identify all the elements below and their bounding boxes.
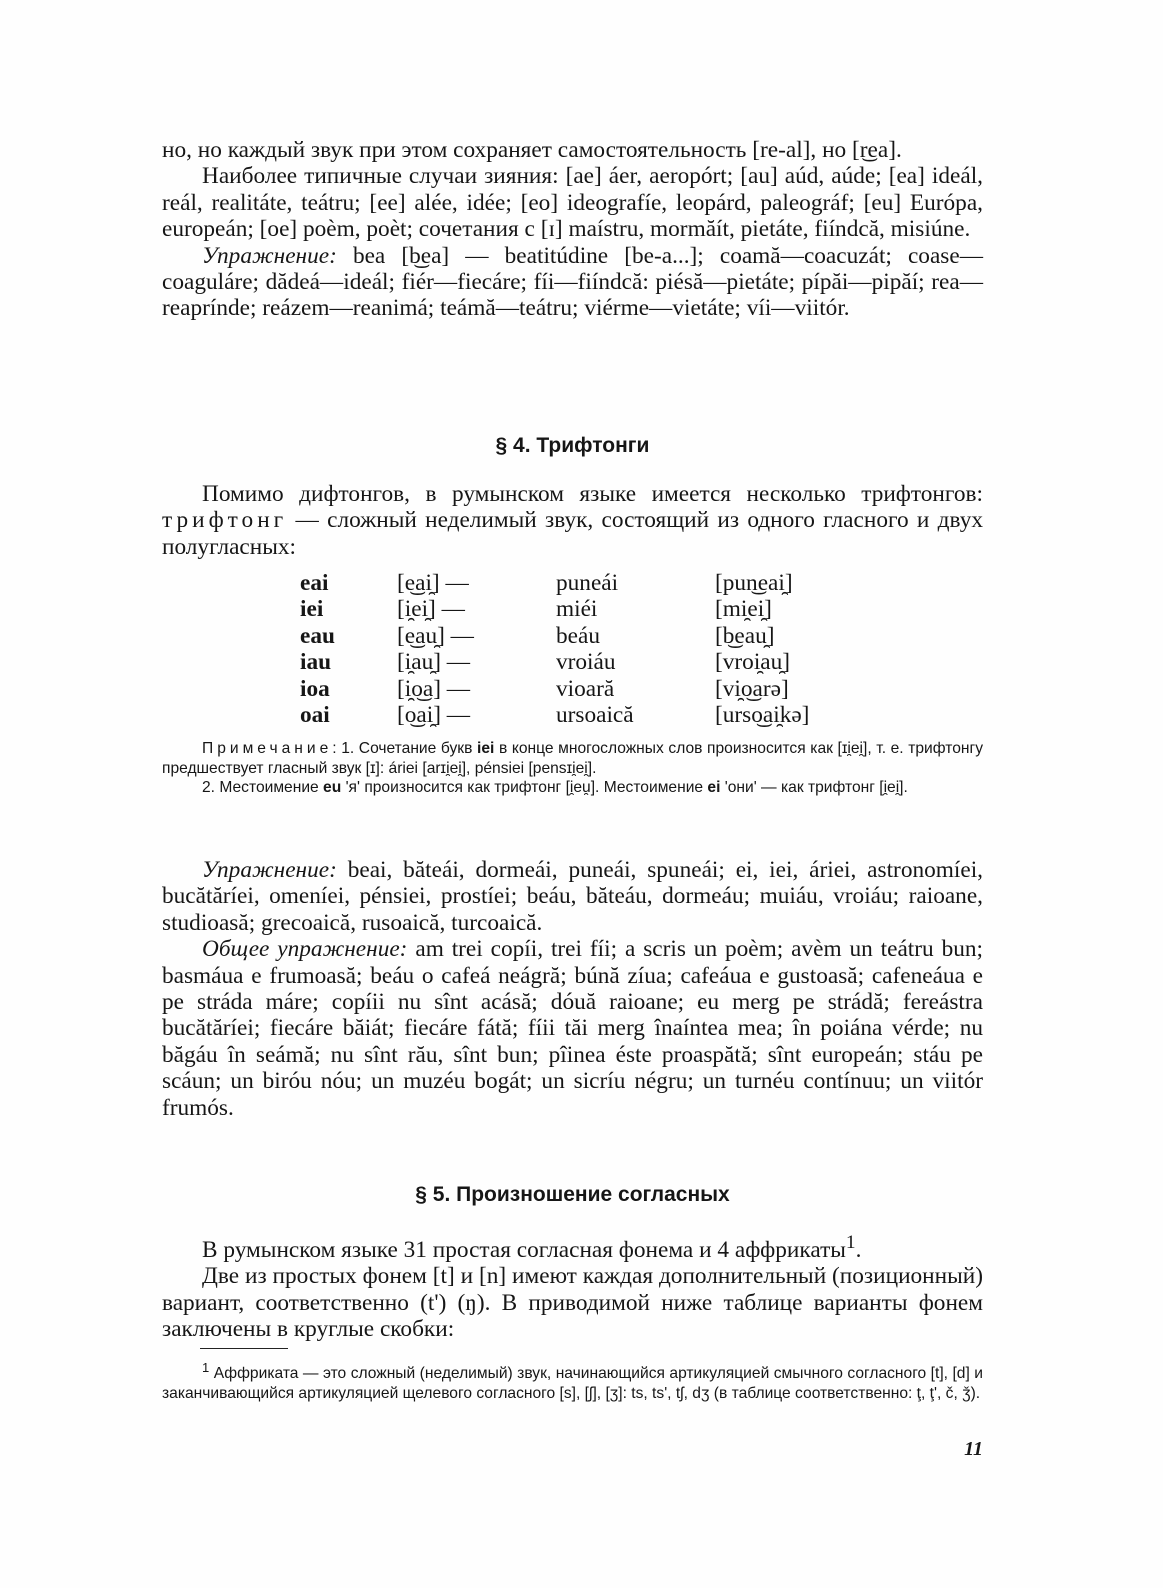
triphthong-note	[162, 739, 983, 798]
continued-line: но, но каждый звук при этом сохраняет самостоятельность [re-al], но [r͜ea].	[162, 137, 902, 163]
triphthong-example: miéi	[556, 596, 598, 623]
triphthong-example: puneái	[556, 570, 619, 596]
footnote-text	[162, 1358, 983, 1403]
triphthong-definition	[162, 481, 983, 560]
term-triphthong: трифтонг	[162, 507, 288, 534]
triphthong-intro	[162, 481, 983, 560]
triphthong-row	[300, 702, 809, 728]
note-text: 'они' — как трифтонг [i̯ei̯].	[720, 779, 908, 797]
footnote-body: Аффриката — это сложный (неделимый) звук, начинающийся артикуляцией смычного согласного [t], [d] и заканчивающийся артикуляцией щелевого согласного [s], [ʃ], [ʒ]: ts, ts', tʃ, dʒ (в таблице соответственно: ţ, ţ', č, ǯ).	[162, 1365, 983, 1402]
triphthong-letters: eau	[300, 622, 335, 649]
note-item-2	[162, 778, 983, 798]
triphthong-row	[300, 649, 809, 675]
general-exercise-label: Общее упражнение:	[202, 936, 408, 963]
note-text: 2. Местоимение	[202, 779, 324, 797]
footnote-ref: 1	[845, 1232, 856, 1253]
triphthong-letters: ioa	[300, 675, 330, 702]
consonants-text	[162, 1230, 983, 1342]
note-text: 'я' произносится как трифтонг [i̯eu̯]. Местоимение	[341, 779, 708, 797]
note-bold: eu	[323, 779, 342, 797]
footnote-marker: 1	[202, 1360, 210, 1375]
general-exercise	[162, 936, 983, 1121]
triphthong-transcription: [urso͜ai̯kə]	[715, 702, 810, 729]
section-4-heading: § 4. Трифтонги	[495, 434, 650, 457]
intro-text	[162, 137, 983, 322]
triphthong-row	[300, 596, 809, 622]
triphthong-transcription: [mi̯ei̯]	[715, 596, 772, 623]
exercise-label: Упражнение:	[202, 242, 337, 269]
triphthong-exercises	[162, 857, 983, 1121]
intro-part: — сложный неделимый звук, состоящий из одного гласного и двух полугласных:	[162, 507, 983, 560]
triphthong-table-body	[300, 570, 809, 728]
footnote-divider	[200, 1348, 288, 1349]
triphthong-letters: oai	[300, 702, 330, 729]
triphthong-row	[300, 570, 809, 596]
triphthong-row	[300, 676, 809, 702]
exercise-label: Упражнение:	[202, 857, 337, 883]
triphthong-letters: eai	[300, 570, 329, 596]
page-number: 11	[964, 1438, 983, 1460]
triphthong-ipa: [i̯o͜a] —	[397, 675, 471, 702]
exercise-text: bea [b͜ea] — beatitúdine [be-a...]; coamă—coacuzát; coase—coaguláre; dădeá—ideál; fiér—fiecáre; fíi—fiíndcă: piésă—pietáte; pípăi—pipăí; rea—reaprínde; reázem—reanimá; teámă—teátru; viérme—vietáte; víi—viitór.	[162, 242, 983, 322]
triphthong-ipa: [e͜ai̯] —	[397, 570, 469, 596]
triphthong-table	[300, 570, 809, 728]
triphthong-example: vioară	[556, 675, 615, 702]
triphthong-letters: iei	[300, 596, 324, 623]
section-5-heading: § 5. Произношение согласных	[415, 1183, 730, 1206]
triphthong-transcription: [pun͜eai̯]	[715, 570, 793, 596]
triphthong-transcription: [vi̯o͜arə]	[715, 675, 789, 702]
triphthong-ipa: [i̯au̯] —	[397, 649, 471, 676]
triphthong-transcription: [vroi̯au̯]	[715, 649, 791, 676]
intro-part: Помимо дифтонгов, в румынском языке имеется несколько трифтонгов:	[202, 481, 983, 507]
note-text: в конце многосложных слов произносится как [ɪi̯ei̯], т. е. трифтонгу предшествует гласный звук [ɪ]: áriei [arɪi̯ei̯], pénsiei [pensɪi̯ei̯].	[162, 740, 983, 777]
note-bold: iei	[477, 740, 495, 757]
hiatus-paragraph: Наиболее типичные случаи зияния: [ae] áer, aeropórt; [au] aúd, aúde; [ea] ideál, reál, realitáte, teátru; [ee] alée, idée; [eo] ideografíe, leopárd, paleográf; [eu] Európa, europeán; [oe] poèm, poèt; сочетания с [ɪ] maístru, mormăít, pietáte, fiíndcă, misiúne.	[162, 163, 983, 243]
consonants-paragraph-1	[162, 1230, 983, 1263]
hiatus-exercise	[162, 243, 983, 322]
triphthong-ipa: [o͜ai̯] —	[397, 702, 471, 729]
triphthong-exercise	[162, 857, 983, 936]
triphthong-example: ursoaică	[556, 702, 634, 729]
footnote	[162, 1358, 983, 1403]
triphthong-example: beáu	[556, 622, 600, 649]
note-label: Примечание	[202, 740, 333, 757]
general-exercise-text: am trei copíi, trei fíi; a scris un poèm; avèm un teátru bun; basmáua e frumoasă; beáu o cafeá neágră; búnă zíua; cafeáua e gustoasă; cafeneáua e pe stráda máre; copíii nu sînt acásă; dóuă raioane; eu merg pe strádă; fereástra bucătăríei; fiecáre băiát; fiecáre fátă; fíii tăi merg înaíntea mea; în poiána vérde; nu băgáu în seámă; nu sînt rău, sînt bun; pîinea éste proaspătă; sînt europeán; stáu pe scáun; un biróu nóu; un muzéu bogát; un sicríu négru; un turnéu contínuu; un viitór frumós.	[162, 936, 983, 1121]
triphthong-letters: iau	[300, 649, 332, 676]
consonants-paragraph-2: Две из простых фонем [t] и [n] имеют каждая дополнительный (позиционный) вариант, соответственно (t') (ŋ). В приводимой ниже таблице варианты фонем заключены в круглые скобки:	[162, 1263, 983, 1342]
para-text: .	[855, 1236, 862, 1263]
note-bold: ei	[707, 779, 721, 797]
triphthong-ipa: [e͜au̯] —	[397, 622, 474, 649]
triphthong-transcription: [b͜eau̯]	[715, 622, 775, 649]
triphthong-row	[300, 623, 809, 649]
note-text: : 1. Сочетание букв	[332, 740, 478, 757]
triphthong-ipa: [i̯ei̯] —	[397, 596, 465, 623]
triphthong-example: vroiáu	[556, 649, 616, 676]
exercise-text: beai, băteái, dormeái, puneái, spuneái; ei, iei, áriei, astronomíei, bucătăríei, omeníei, pénsiei, prostíei; beáu, băteáu, dormeáu; muiáu, vroiáu; raioane, studioasă; grecoaică, rusoaică, turcoaică.	[162, 857, 983, 936]
note-item-1	[162, 739, 983, 778]
para-text: В румынском языке 31 простая согласная фонема и 4 аффрикаты	[202, 1236, 846, 1263]
